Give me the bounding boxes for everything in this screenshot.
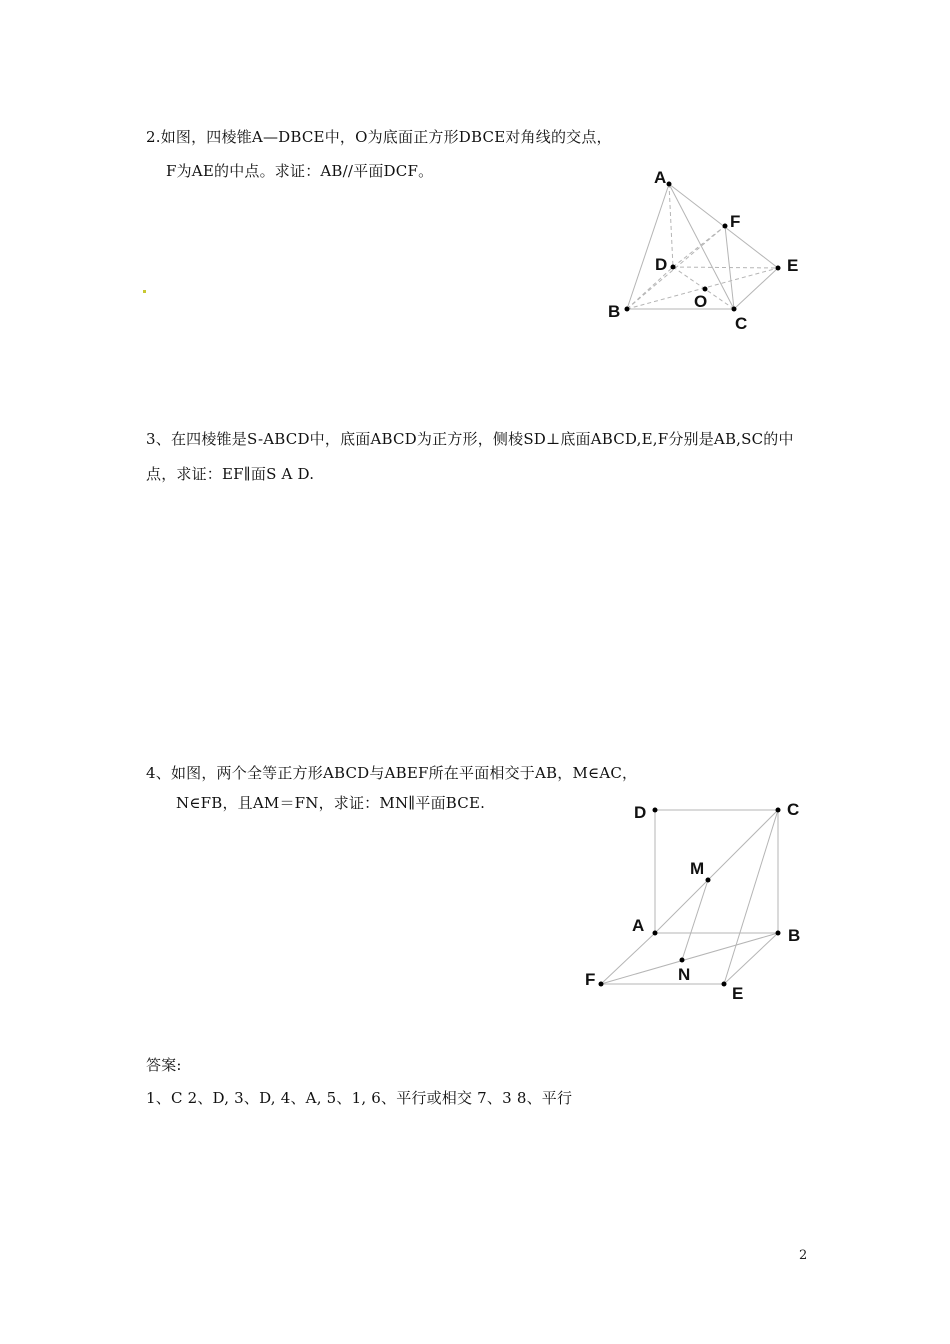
answers-line: 1、C 2、D, 3、D, 4、A, 5、1, 6、平行或相交 7、3 8、平行	[146, 1089, 573, 1107]
label-c: C	[735, 314, 748, 333]
label-o: O	[694, 292, 708, 311]
vertex-b	[776, 931, 781, 936]
vertex-d	[653, 808, 658, 813]
label-e: E	[787, 256, 799, 275]
vertex-f	[723, 224, 728, 229]
vertex-d	[671, 265, 676, 270]
vertex-f	[599, 982, 604, 987]
label-m: M	[690, 859, 705, 878]
point-n	[680, 958, 685, 963]
vertex-b	[625, 307, 630, 312]
label-d: D	[655, 255, 668, 274]
page-number: 2	[799, 1248, 808, 1263]
problem-4-line-1: 4、如图，两个全等正方形ABCD与ABEF所在平面相交于AB，M∈AC，	[146, 764, 638, 782]
problem-3-line-1: 3、在四棱锥是S-ABCD中，底面ABCD为正方形，侧棱SD⊥底面ABCD,E,F分别是AB,SC的中	[146, 430, 794, 448]
label-a: A	[654, 168, 667, 187]
label-a: A	[632, 916, 645, 935]
answers-title: 答案:	[146, 1056, 182, 1074]
problem-2-line-2: F为AE的中点。求证：AB//平面DCF。	[166, 162, 434, 180]
vertex-e	[722, 982, 727, 987]
label-c: C	[787, 800, 800, 819]
problem-3-line-2: 点，求证：EF∥面S A D.	[146, 465, 315, 483]
pyramid-figure	[600, 165, 820, 340]
label-f: F	[585, 970, 596, 989]
problem-4-line-2: N∈FB，且AM＝FN，求证：MN∥平面BCE.	[176, 794, 486, 812]
label-b: B	[608, 302, 621, 321]
two-squares-figure	[580, 795, 810, 1005]
label-d: D	[634, 803, 647, 822]
vertex-c	[732, 307, 737, 312]
vertex-o	[703, 287, 708, 292]
vertex-a	[653, 931, 658, 936]
point-m	[706, 878, 711, 883]
vertex-c	[776, 808, 781, 813]
label-f: F	[730, 212, 741, 231]
label-n: N	[678, 965, 691, 984]
vertex-e	[776, 266, 781, 271]
label-e: E	[732, 984, 744, 1003]
vertex-a	[667, 182, 672, 187]
label-b: B	[788, 926, 801, 945]
edit-mark	[143, 290, 146, 293]
problem-2-line-1: 2.如图，四棱锥A—DBCE中，O为底面正方形DBCE对角线的交点，	[146, 128, 612, 146]
